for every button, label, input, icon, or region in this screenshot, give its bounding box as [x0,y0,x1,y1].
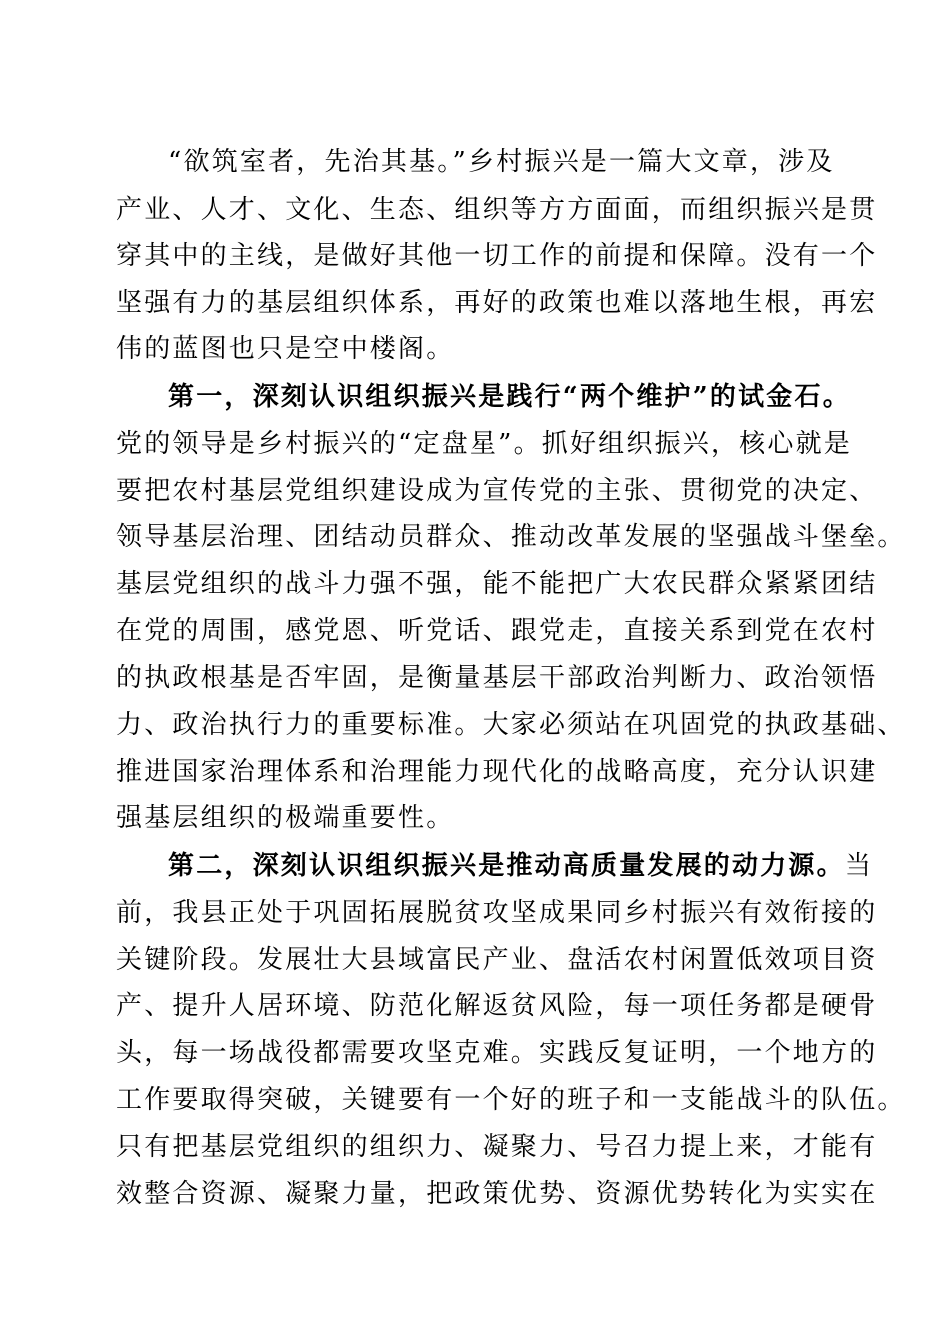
paragraph-3-line-6: 只有把基层党组织的组织力、凝聚力、号召力提上来，才能有 [116,1132,878,1162]
paragraph-1-line-2: 产业、人才、文化、生态、组织等方方面面，而组织振兴是贯 [116,195,878,225]
paragraph-2-line-8: 推进国家治理体系和治理能力现代化的战略高度，充分认识建 [116,757,878,787]
paragraph-2-line-5: 在党的周围，感党恩、听党话、跟党走，直接关系到党在农村 [116,616,878,646]
paragraph-1-line-3: 穿其中的主线，是做好其他一切工作的前提和保障。没有一个 [116,241,878,271]
paragraph-3-line-4: 头，每一场战役都需要攻坚克难。实践反复证明，一个地方的 [116,1038,878,1068]
paragraph-2-line-3: 领导基层治理、团结动员群众、推动改革发展的坚强战斗堡垒。 [116,522,906,552]
paragraph-2-line-9: 强基层组织的极端重要性。 [116,803,455,833]
section-2-heading-tail: 当 [844,851,874,881]
paragraph-3-line-3: 产、提升人居环境、防范化解返贫风险，每一项任务都是硬骨 [116,991,878,1021]
paragraph-3-line-7: 效整合资源、凝聚力量，把政策优势、资源优势转化为实实在 [116,1179,878,1209]
paragraph-2-line-6: 的执政根基是否牢固，是衡量基层干部政治判断力、政治领悟 [116,663,878,693]
paragraph-3-line-1: 前，我县正处于巩固拓展脱贫攻坚成果同乡村振兴有效衔接的 [116,898,878,928]
paragraph-1-line-4: 坚强有力的基层组织体系，再好的政策也难以落地生根，再宏 [116,288,878,318]
paragraph-2-line-2: 要把农村基层党组织建设成为宣传党的主张、贯彻党的决定、 [116,476,878,506]
paragraph-2-line-7: 力、政治执行力的重要标准。大家必须站在巩固党的执政基础、 [116,710,906,740]
paragraph-2-line-4: 基层党组织的战斗力强不强，能不能把广大农民群众紧紧团结 [116,569,878,599]
paragraph-3-line-5: 工作要取得突破，关键要有一个好的班子和一支能战斗的队伍。 [116,1085,906,1115]
section-1-heading: 第一，深刻认识组织振兴是践行“两个维护”的试金石。 [168,382,851,412]
paragraph-1-line-5: 伟的蓝图也只是空中楼阁。 [116,334,455,364]
paragraph-3-line-2: 关键阶段。发展壮大县域富民产业、盘活农村闲置低效项目资 [116,945,878,975]
paragraph-3-first-line [168,846,874,886]
paragraph-2-line-1: 党的领导是乡村振兴的“定盘星”。抓好组织振兴，核心就是 [116,429,852,459]
paragraph-1-line-1: “欲筑室者，先治其基。”乡村振兴是一篇大文章，涉及 [168,147,835,177]
section-2-heading: 第二，深刻认识组织振兴是推动高质量发展的动力源。 [168,851,845,881]
